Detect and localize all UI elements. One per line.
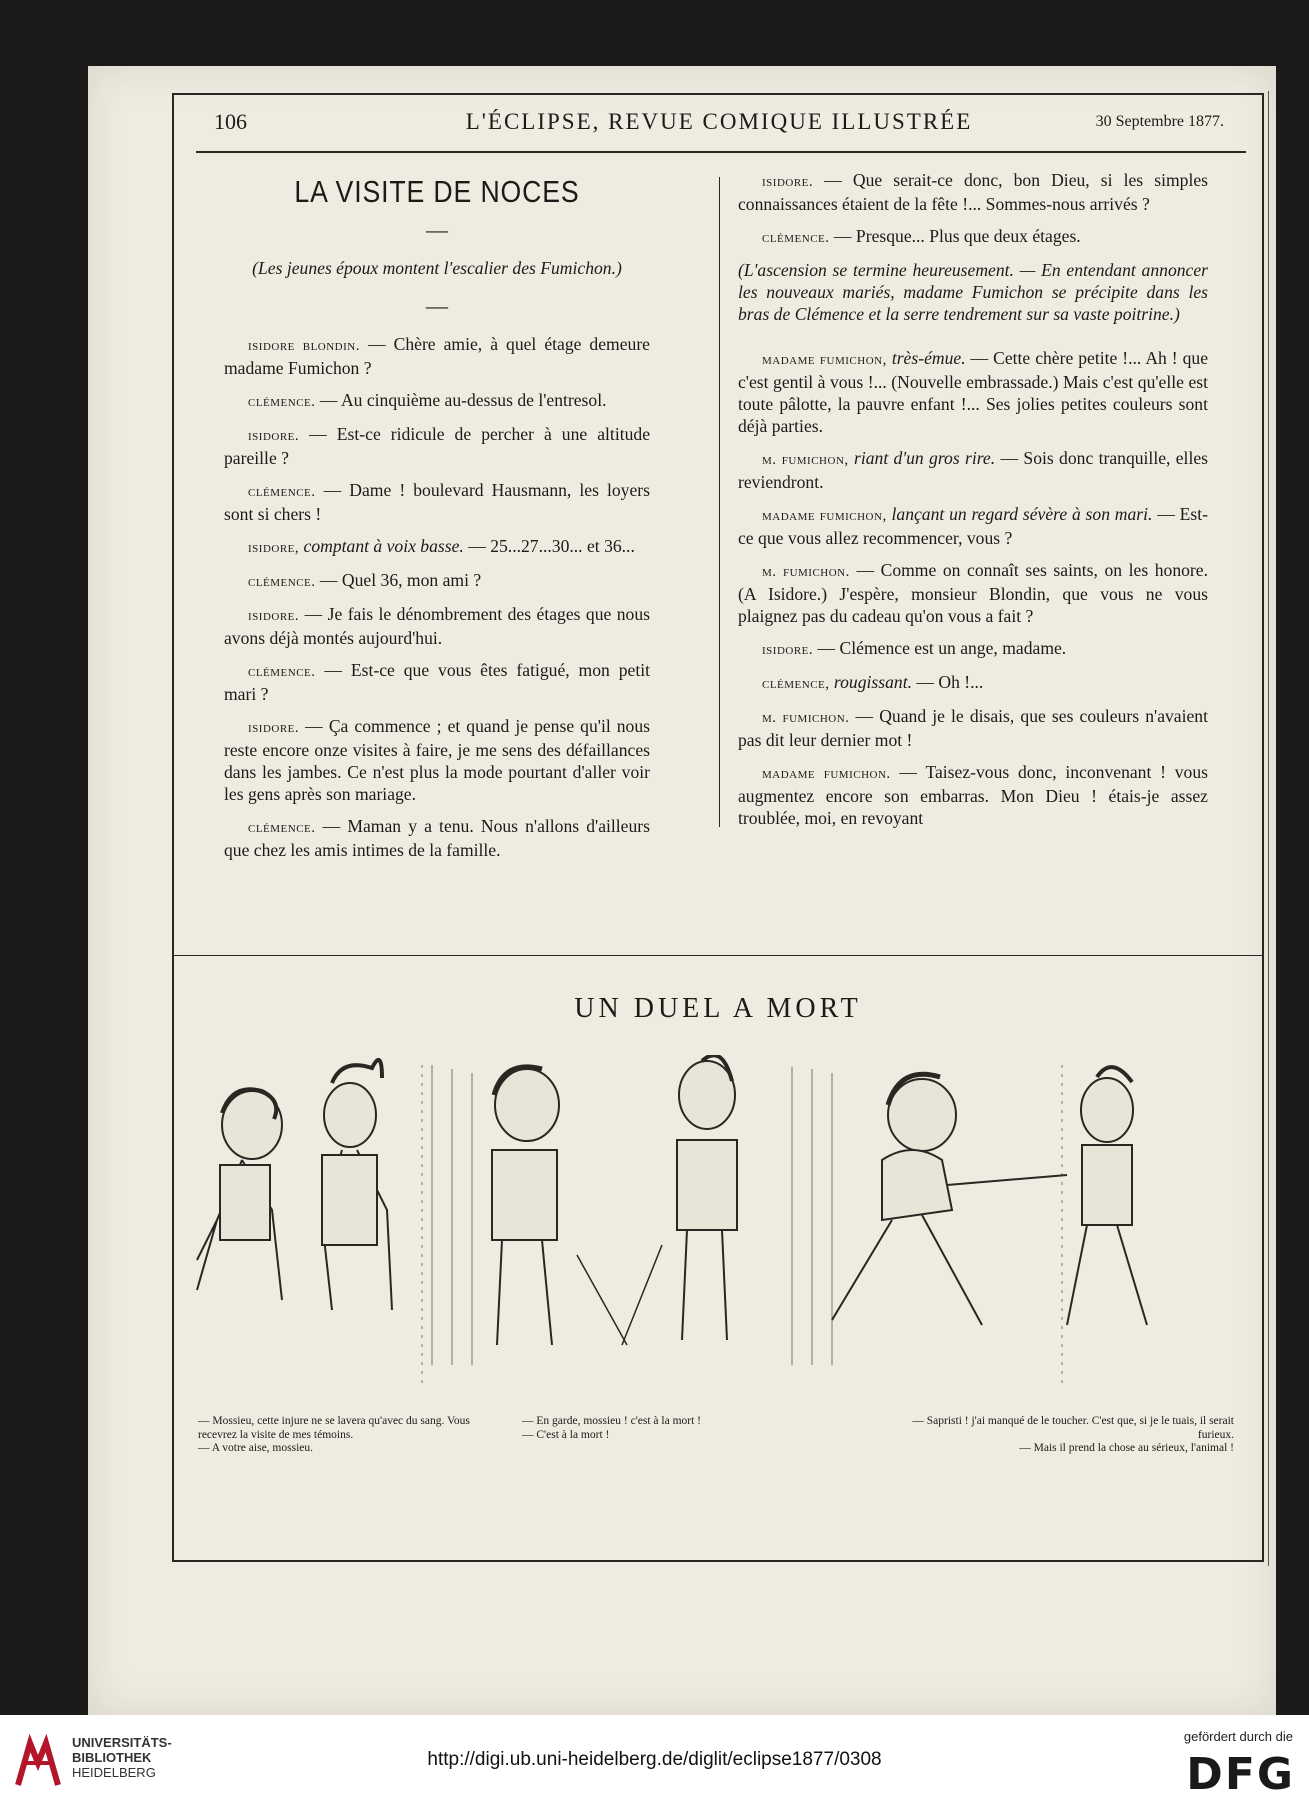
- speaker-name: clémence.: [248, 394, 316, 410]
- speech-text: — Chère amie, à quel étage demeure madame Fumichon ?: [224, 334, 650, 378]
- speaker-name: isidore.: [248, 428, 300, 444]
- funding-label: gefördert durch die: [1183, 1729, 1293, 1744]
- article-column-left: [224, 169, 650, 871]
- dialogue-right-top: [738, 169, 1208, 249]
- speaker-name: isidore.: [762, 642, 814, 658]
- panel-3-figures: [832, 1067, 1147, 1325]
- speaker-name: madame fumichon,: [762, 508, 887, 524]
- title-dash: —: [426, 217, 448, 242]
- university-name-line: BIBLIOTHEK: [72, 1750, 152, 1765]
- dialogue-line: [224, 815, 650, 861]
- speech-text: — Sois donc tranquille, elles reviendront.: [738, 448, 1208, 492]
- speaker-name: clémence.: [248, 574, 316, 590]
- caption-line: — Mais il prend la chose au sérieux, l'animal !: [1019, 1442, 1234, 1454]
- dialogue-line: [738, 705, 1208, 751]
- speaker-name: clémence.: [248, 484, 316, 500]
- speech-text: — Presque... Plus que deux étages.: [829, 226, 1081, 246]
- section-rule: [174, 955, 1262, 956]
- dialogue-line: [738, 225, 1208, 249]
- speech-text: — Je fais le dénombrement des étages que nous avons déjà montés aujourd'hui.: [224, 604, 650, 648]
- dialogue-line: [738, 503, 1208, 549]
- caption-line: — A votre aise, mossieu.: [198, 1442, 313, 1454]
- speech-text: — Est-ce que vous allez recommencer, vous ?: [738, 504, 1208, 548]
- column-divider: [719, 177, 720, 827]
- dialogue-line: [738, 559, 1208, 627]
- speech-text: — 25...27...30... et 36...: [463, 536, 635, 556]
- speech-text: — Ça commence ; et quand je pense qu'il nous reste encore onze visites à faire, je me sens des défaillances dans les jambes. Ce n'est plus la mode pourtant d'aller voir les gens après son mariage.: [224, 716, 650, 804]
- stage-dash: —: [426, 293, 448, 318]
- stage-aside: riant d'un gros rire.: [848, 448, 996, 468]
- stage-aside: très-émue.: [886, 348, 966, 368]
- panel-2-figures: [422, 1055, 1062, 1385]
- speaker-name: isidore.: [248, 608, 300, 624]
- speech-text: — Au cinquième au-dessus de l'entresol.: [315, 390, 607, 410]
- speaker-name: isidore.: [762, 174, 814, 190]
- dialogue-line: [738, 447, 1208, 493]
- dialogue-right-bottom: [738, 347, 1208, 829]
- journal-title: L'ÉCLIPSE, REVUE COMIQUE ILLUSTRÉE: [465, 109, 973, 134]
- dialogue-line: [224, 389, 650, 413]
- article-title: LA VISITE DE NOCES: [294, 174, 580, 209]
- speaker-name: isidore.: [248, 720, 300, 736]
- stage-aside: lançant un regard sévère à son mari.: [886, 504, 1153, 524]
- speech-text: — Taisez-vous donc, inconvenant ! vous augmentez encore son embarras. Mon Dieu ! étais-je assez troublée, moi, en revoyant: [738, 762, 1208, 828]
- issue-date: 30 Septembre 1877.: [1095, 113, 1224, 130]
- speaker-name: clémence.: [248, 820, 316, 836]
- university-name-line: UNIVERSITÄTS-: [72, 1735, 172, 1750]
- dialogue-line: [224, 535, 650, 559]
- frame-double-rule: [1268, 91, 1269, 1566]
- speech-text: — Maman y a tenu. Nous n'allons d'ailleurs que chez les amis intimes de la famille.: [224, 816, 650, 860]
- speaker-name: clémence.: [248, 664, 316, 680]
- speaker-name: clémence.: [762, 230, 830, 246]
- speaker-name: m. fumichon.: [762, 710, 850, 726]
- caption-line: — Mossieu, cette injure ne se lavera qu'avec du sang. Vous recevrez la visite de mes témoins.: [198, 1415, 470, 1441]
- caption-line: — Sapristi ! j'ai manqué de le toucher. C'est que, si je le tuais, il serait furieux.: [912, 1415, 1234, 1441]
- stage-direction: (Les jeunes époux montent l'escalier des Fumichon.): [252, 258, 622, 278]
- speaker-name: madame fumichon,: [762, 352, 887, 368]
- speech-text: — Quel 36, mon ami ?: [315, 570, 482, 590]
- dialogue-left: [224, 333, 650, 861]
- stage-direction-2: (L'ascension se termine heureusement. — En entendant annoncer les nouveaux mariés, madame Fumichon se précipite dans les bras de Clémence et la serre tendrement sur sa vaste poitrine.): [738, 260, 1208, 324]
- speech-text: — Est-ce ridicule de percher à une altitude pareille ?: [224, 424, 650, 468]
- cartoon-caption-1: [198, 1415, 476, 1456]
- university-name-line: HEIDELBERG: [72, 1765, 156, 1780]
- dialogue-line: [738, 637, 1208, 661]
- page-frame: [172, 93, 1264, 1562]
- cartoon-caption-3: [874, 1415, 1234, 1456]
- dialogue-line: [224, 659, 650, 705]
- page-number: 106: [214, 109, 247, 134]
- dialogue-line: [224, 715, 650, 805]
- caption-line: — C'est à la mort !: [522, 1428, 610, 1441]
- caption-line: — En garde, mossieu ! c'est à la mort !: [522, 1415, 701, 1427]
- dialogue-line: [224, 569, 650, 593]
- stage-aside: comptant à voix basse.: [299, 536, 464, 556]
- speaker-name: m. fumichon,: [762, 452, 849, 468]
- speech-text: — Clémence est un ange, madame.: [813, 638, 1067, 658]
- dialogue-line: [738, 671, 1208, 695]
- speech-text: — Dame ! boulevard Hausmann, les loyers sont si chers !: [224, 480, 650, 524]
- speaker-name: madame fumichon.: [762, 766, 891, 782]
- panel-1-figures: [197, 1060, 392, 1310]
- duel-cartoon-illustration: [182, 1055, 1252, 1395]
- speaker-name: isidore blondin.: [248, 338, 360, 354]
- article-column-right: [738, 169, 1208, 839]
- speech-text: — Que serait-ce donc, bon Dieu, si les simples connaissances étaient de la fête !... Sommes-nous arrivés ?: [738, 170, 1208, 214]
- speaker-name: isidore,: [248, 540, 300, 556]
- speech-text: — Cette chère petite !... Ah ! que c'est gentil à vous !... (Nouvelle embrassade.) Mais c'est qu'elle est toute pâlotte, la pauvre enfant !... Ses jolies petites couleurs sont déjà parties.: [738, 348, 1209, 436]
- cartoon-caption-2: [522, 1415, 822, 1442]
- dialogue-line: [224, 603, 650, 649]
- speech-text: — Oh !...: [911, 672, 984, 692]
- speech-text: — Quand je le disais, que ses couleurs n'avaient pas dit leur dernier mot !: [738, 706, 1208, 750]
- speaker-name: m. fumichon.: [762, 564, 850, 580]
- cartoon-title: UN DUEL A MORT: [574, 993, 862, 1024]
- source-url-link[interactable]: http://digi.ub.uni-heidelberg.de/diglit/eclipse1877/0308: [427, 1749, 882, 1770]
- header-rule: [196, 151, 1246, 153]
- speech-text: — Comme on connaît ses saints, on les honore. (A Isidore.) J'espère, monsieur Blondin, que vous ne vous plaignez pas du cadeau qu'on vous a fait ?: [738, 560, 1208, 626]
- dialogue-line: [224, 333, 650, 379]
- speaker-name: clémence,: [762, 676, 830, 692]
- viewer-footer: [0, 1715, 1309, 1809]
- speech-text: — Est-ce que vous êtes fatigué, mon petit mari ?: [224, 660, 650, 704]
- dfg-logo-icon[interactable]: DFG: [1186, 1749, 1295, 1800]
- page-header: [214, 109, 1224, 145]
- dialogue-line: [224, 423, 650, 469]
- dialogue-line: [738, 169, 1208, 215]
- dialogue-line: [224, 479, 650, 525]
- stage-aside: rougissant.: [829, 672, 912, 692]
- dialogue-line: [738, 761, 1208, 829]
- dialogue-line: [738, 347, 1208, 437]
